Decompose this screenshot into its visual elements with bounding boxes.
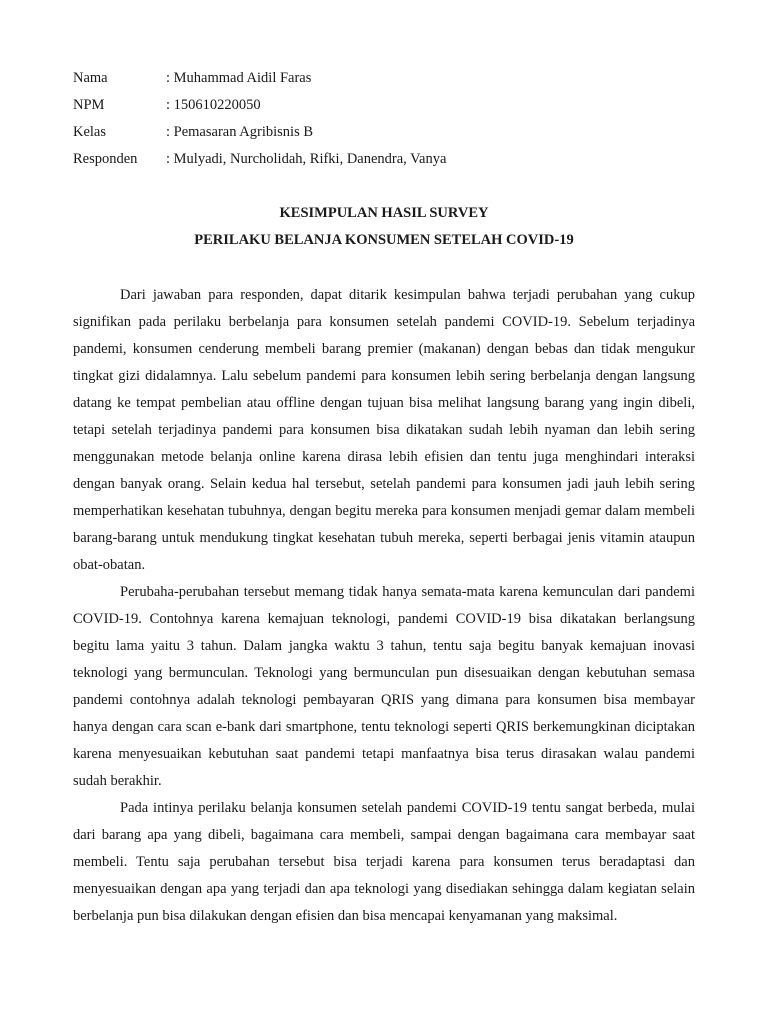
meta-row-kelas (73, 121, 713, 148)
meta-label: Nama (73, 70, 108, 86)
meta-row-responden (73, 148, 713, 175)
meta-value: : Mulyadi, Nurcholidah, Rifki, Danendra, Vanya (166, 151, 447, 167)
title-line-2: PERILAKU BELANJA KONSUMEN SETELAH COVID-19 (194, 232, 574, 248)
meta-value: : Muhammad Aidil Faras (166, 70, 312, 86)
title-line-1: KESIMPULAN HASIL SURVEY (279, 205, 489, 221)
paragraph-1: Dari jawaban para responden, dapat ditarik kesimpulan bahwa terjadi perubahan yang cukup signifikan pada perilaku berbelanja para konsumen setelah pandemi COVID-19. Sebelum terjadinya pandemi, konsumen cenderung membeli barang premier (makanan) dengan bebas dan tidak mengukur tingkat gizi didalamnya. Lalu sebelum pandemi para konsumen lebih sering berbelanja dengan langsung datang ke tempat pembelian atau offline dengan tujuan bisa melihat langsung barang yang ingin dibeli, tetapi setelah terjadinya pandemi para konsumen bisa dikatakan sudah lebih nyaman dan lebih sering menggunakan metode belanja online karena dirasa lebih efisien dan tentu juga menghindari interaksi dengan banyak orang. Selain kedua hal tersebut, setelah pandemi para konsumen jadi jauh lebih sering memperhatikan kesehatan tubuhnya, dengan begitu mereka para konsumen menjadi gemar dalam membeli barang-barang untuk mendukung tingkat kesehatan tubuh mereka, seperti berbagai jenis vitamin ataupun obat-obatan. (73, 287, 695, 573)
meta-label: NPM (73, 97, 105, 113)
meta-row-npm (73, 94, 713, 121)
identity-block (73, 67, 713, 175)
paragraph-3: Pada intinya perilaku belanja konsumen setelah pandemi COVID-19 tentu sangat berbeda, mulai dari barang apa yang dibeli, bagaimana cara membeli, sampai dengan bagaimana cara membayar saat membeli. Tentu saja perubahan tersebut bisa terjadi karena para konsumen terus beradaptasi dan menyesuaikan dengan apa yang terjadi dan apa teknologi yang disediakan sehingga dalam kegiatan selain berbelanja pun bisa dilakukan dengan efisien dan bisa mencapai kenyamanan yang maksimal. (73, 800, 695, 924)
paragraph-2: Perubaha-perubahan tersebut memang tidak hanya semata-mata karena kemunculan dari pandemi COVID-19. Contohnya karena kemajuan teknologi, pandemi COVID-19 bisa dikatakan berlangsung begitu lama yaitu 3 tahun. Dalam jangka waktu 3 tahun, tentu saja begitu banyak kemajuan inovasi teknologi yang bermunculan. Teknologi yang bermunculan pun disesuaikan dengan kebutuhan semasa pandemi contohnya adalah teknologi pembayaran QRIS yang dimana para konsumen bisa membayar hanya dengan cara scan e-bank dari smartphone, tentu teknologi seperti QRIS berkemungkinan diciptakan karena menyesuaikan kebutuhan saat pandemi tetapi manfaatnya bisa terus dirasakan walau pandemi sudah berakhir. (73, 584, 695, 789)
meta-label: Kelas (73, 124, 107, 140)
meta-value: : Pemasaran Agribisnis B (166, 124, 314, 140)
meta-row-nama (73, 67, 713, 94)
document-title (0, 202, 768, 256)
document-body (73, 282, 695, 930)
meta-value: : 150610220050 (166, 97, 261, 113)
meta-label: Responden (73, 151, 138, 167)
